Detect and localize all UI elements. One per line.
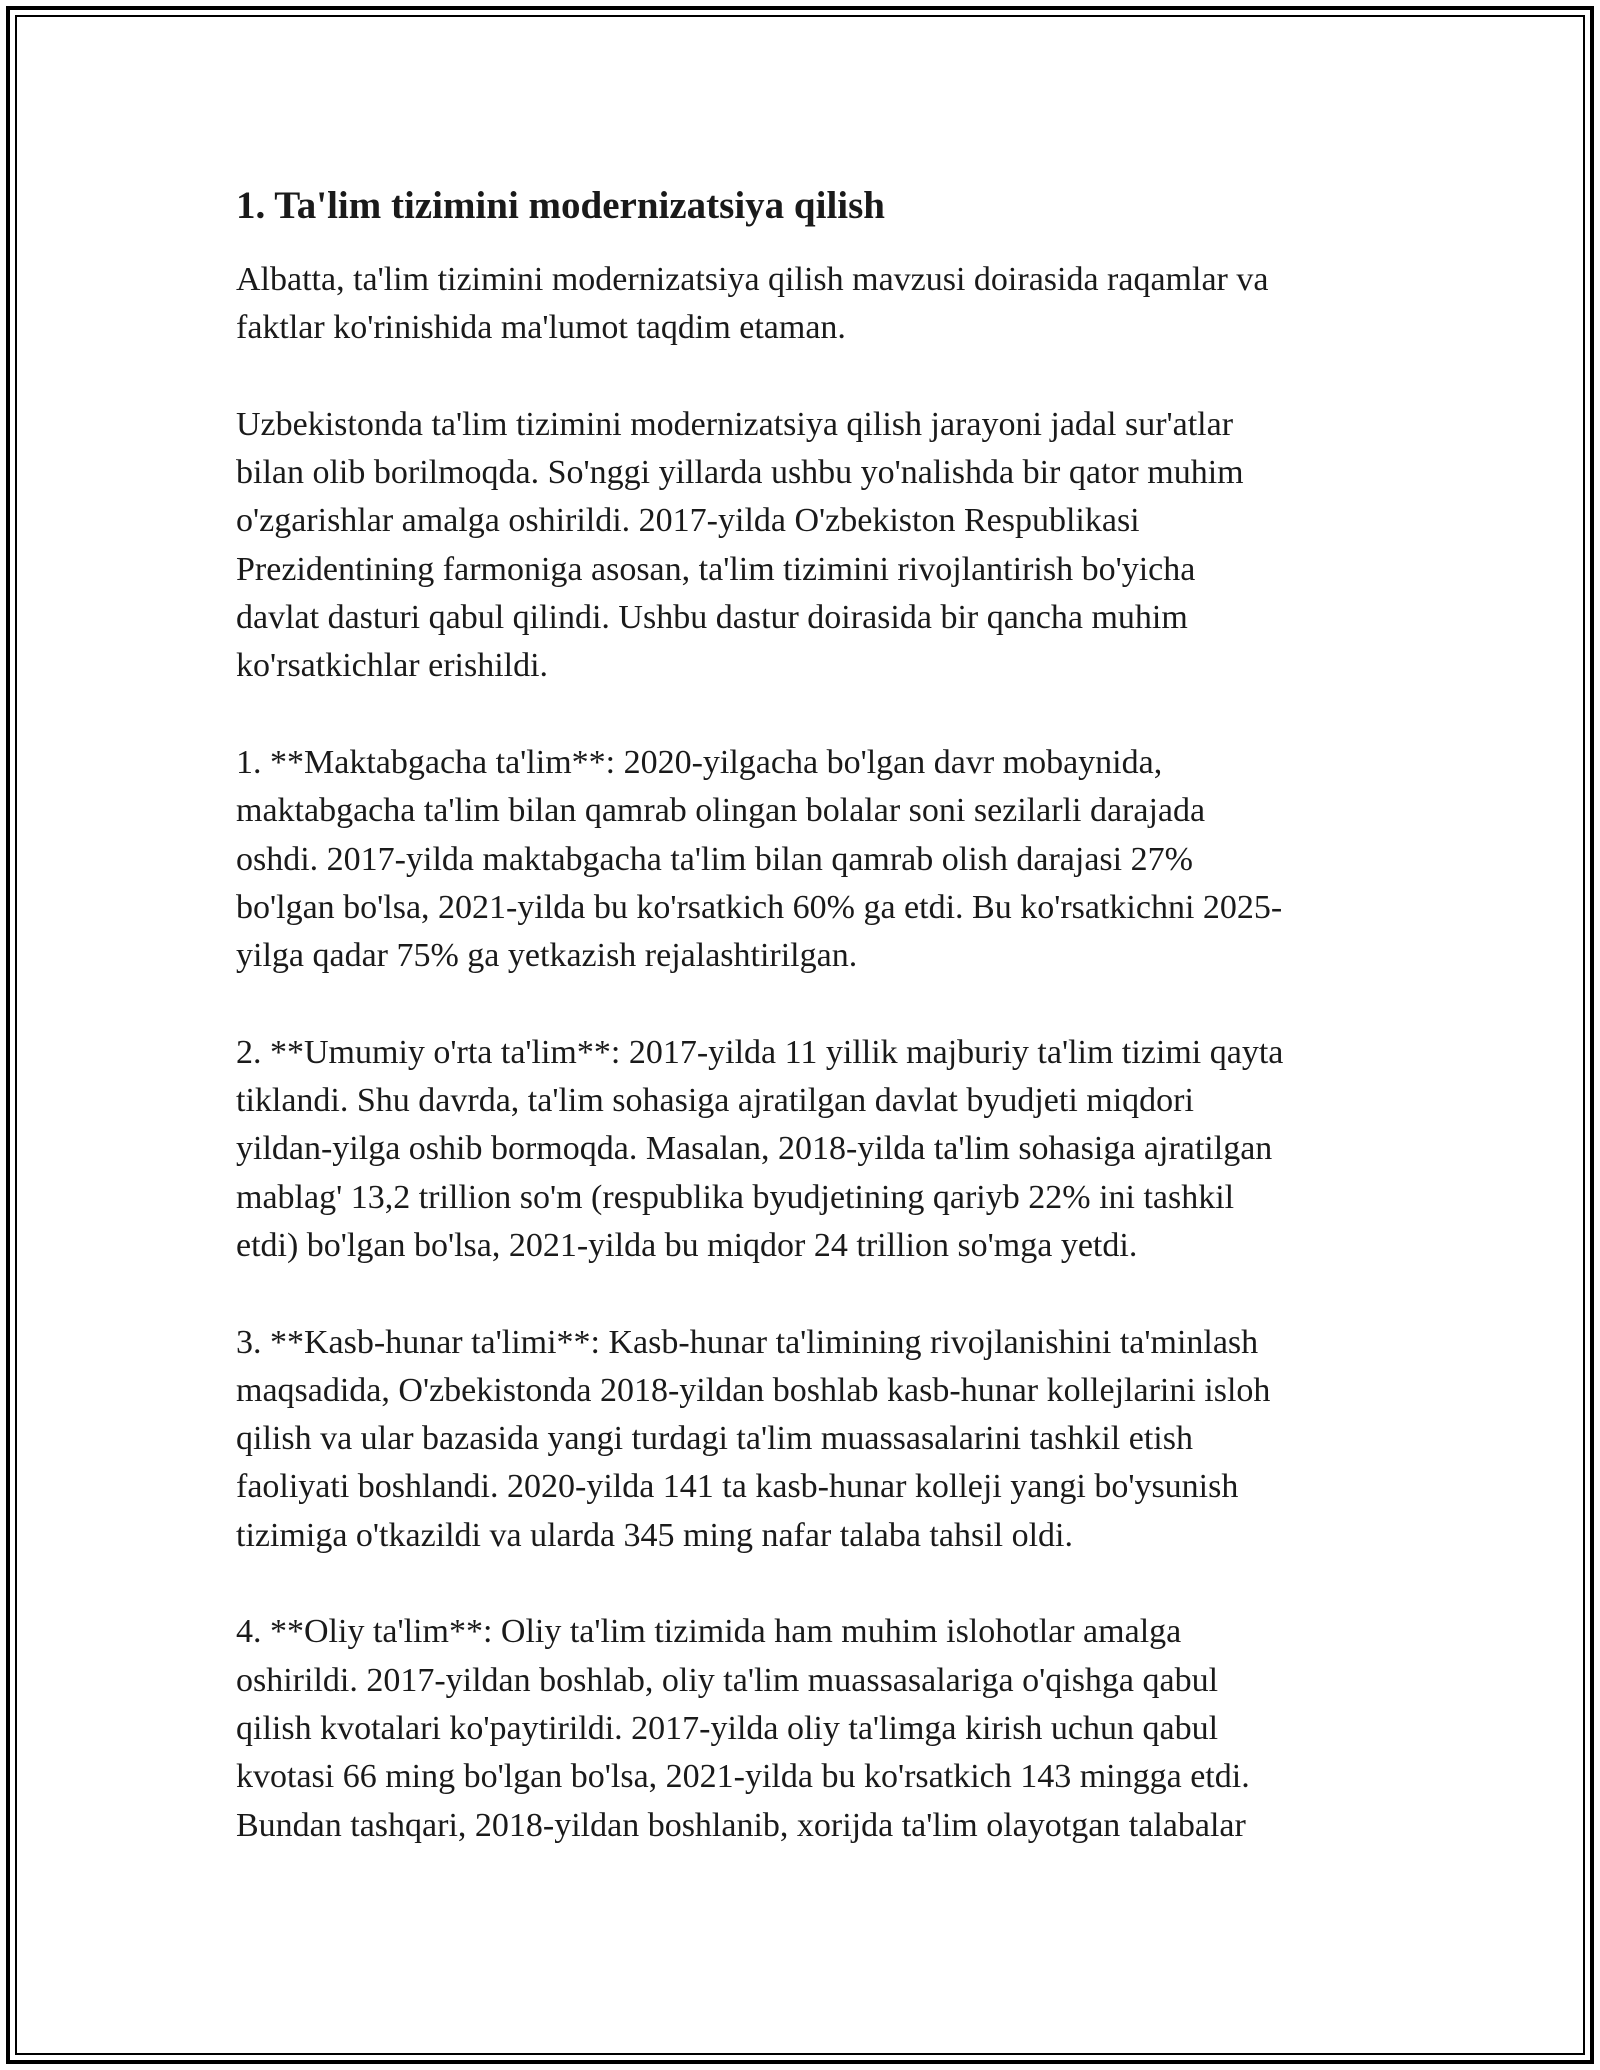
preschool-paragraph: 1. **Maktabgacha ta'lim**: 2020-yilgacha bo'lgan davr mobaynida, maktabgacha ta'lim bilan qamrab olingan bolalar soni sezilarli darajada oshdi. 2017-yilda maktabgacha ta'lim bilan qamrab olish darajasi 27% bo'lgan bo'lsa, 2021-yilda bu ko'rsatkich 60% ga etdi. Bu ko'rsatkichni 2025- yilga qadar 75% ga yetkazish rejalashtirilgan. — [236, 743, 1283, 975]
overview-paragraph: Uzbekistonda ta'lim tizimini modernizatsiya qilish jarayoni jadal sur'atlar bilan olib borilmoqda. So'nggi yillarda ushbu yo'nalishda bir qator muhim o'zgarishlar amalga oshirildi. 2017-yilda O'zbekiston Respublikasi Prezidentining farmoniga asosan, ta'lim tizimini rivojlantirish bo'yicha davlat dasturi qabul qilindi. Ushbu dastur doirasida bir qancha muhim ko'rsatkichlar erishildi. — [236, 405, 1244, 685]
vocational-paragraph: 3. **Kasb-hunar ta'limi**: Kasb-hunar ta'limining rivojlanishini ta'minlash maqsadida, O'zbekistonda 2018-yildan boshlab kasb-hunar kollejlarini isloh qilish va ular bazasida yangi turdagi ta'lim muassasalarini tashkil etish faoliyati boshlandi. 2020-yilda 141 ta kasb-hunar kolleji yangi bo'ysunish tizimiga o'tkazildi va ularda 345 ming nafar talaba tahsil oldi. — [236, 1323, 1271, 1554]
secondary-paragraph: 2. **Umumiy o'rta ta'lim**: 2017-yilda 11 yillik majburiy ta'lim tizimi qayta tiklandi. Shu davrda, ta'lim sohasiga ajratilgan davlat byudjeti miqdori yildan-yilga oshib bormoqda. Masalan, 2018-yilda ta'lim sohasiga ajratilgan mablag' 13,2 trillion so'm (respublika byudjetining qariyb 22% ini tashkil etdi) bo'lgan bo'lsa, 2021-yilda bu miqdor 24 trillion so'mga yetdi. — [236, 1033, 1284, 1264]
higher-education-paragraph: 4. **Oliy ta'lim**: Oliy ta'lim tizimida ham muhim islohotlar amalga oshirildi. 2017-yildan boshlab, oliy ta'lim muassasalariga o'qishga qabul qilish kvotalari ko'paytirildi. 2017-yilda oliy ta'limga kirish uchun qabul kvotasi 66 ming bo'lgan bo'lsa, 2021-yilda bu ko'rsatkich 143 mingga etdi. Bundan tashqari, 2018-yildan boshlanib, xorijda ta'lim olayotgan talabalar — [236, 1613, 1250, 1844]
section-title: 1. Ta'lim tizimini modernizatsiya qilish — [236, 184, 885, 227]
document-body — [236, 182, 1376, 1898]
intro-paragraph: Albatta, ta'lim tizimini modernizatsiya qilish mavzusi doirasida raqamlar va faktlar ko'rinishida ma'lumot taqdim etaman. — [236, 261, 1269, 347]
